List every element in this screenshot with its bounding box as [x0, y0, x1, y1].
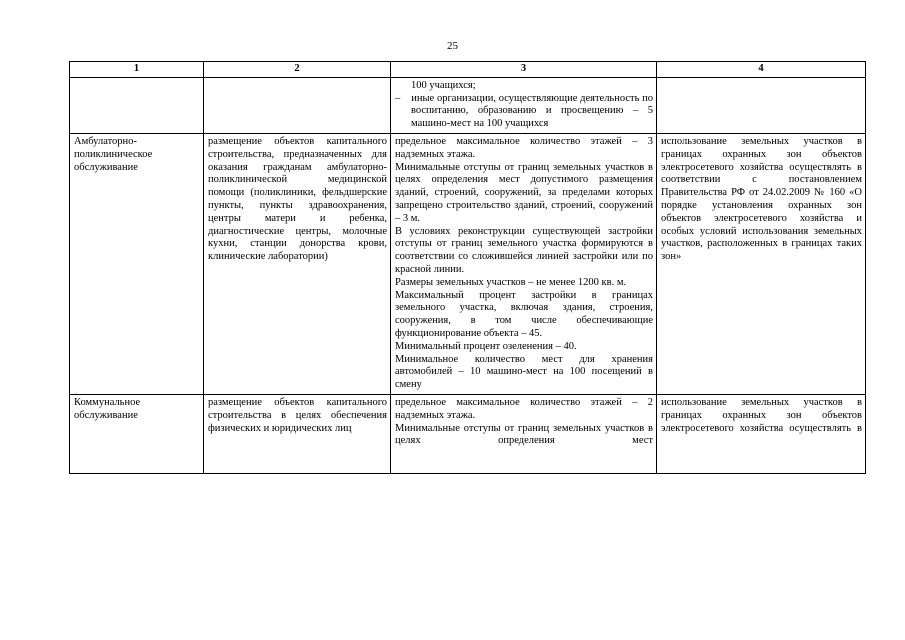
list-item	[395, 93, 653, 131]
table-cell	[657, 77, 866, 133]
use-type-description: размещение объектов капитального строительства, предназначенных для оказания гражданам амбулаторно-поликлинической медицинской помощи (поликлиники, фельдшерские пункты, пункты здравоохранения, центры матери и ребенка, диагностические центры, молочные кухни, станции донорства крови, клинические лаборатории)	[204, 133, 391, 394]
table-cell	[204, 77, 391, 133]
column-header: 2	[204, 62, 391, 78]
table-row	[70, 133, 866, 394]
use-type-parameters	[391, 133, 657, 394]
continued-text: 100 учащихся;	[411, 79, 476, 91]
parameter-paragraph: Максимальный процент застройки в границах земельного участка, включая здания, строения, сооружения, в том числе обеспечивающие функционирование объекта – 45.	[395, 289, 653, 339]
column-header: 3	[391, 62, 657, 78]
list-item-text: иные организации, осуществляющие деятельность по воспитанию, образованию и просвещению – 5 машино-мест на 100 учащихся	[411, 92, 654, 130]
parameter-paragraph: предельное максимальное количество этажей – 3 надземных этажа.	[395, 135, 653, 160]
use-type-description	[204, 394, 391, 473]
table-cell	[391, 77, 657, 133]
table-row-continuation	[70, 77, 866, 133]
table-header-row	[70, 62, 866, 78]
use-type-name	[70, 394, 204, 473]
table-cell	[70, 77, 204, 133]
parameter-paragraph: Размеры земельных участков – не менее 1200 кв. м.	[395, 276, 627, 288]
column-header: 1	[70, 62, 204, 78]
land-use-table	[69, 61, 866, 474]
parameter-paragraph: Минимальный процент озеленения – 40.	[395, 340, 577, 352]
table-row	[70, 394, 866, 473]
use-type-restrictions	[657, 394, 866, 473]
cell-content: размещение объектов капитального строительства в целях обеспечения физических и юридических лиц	[208, 396, 387, 434]
column-header: 4	[657, 62, 866, 78]
cell-content	[395, 397, 653, 453]
cell-content: использование земельных участков в границах охранных зон объектов электросетевого хозяйства осуществлять в	[661, 396, 862, 434]
parameter-paragraph: Минимальные отступы от границ земельных участков в целях определения мест допустимого размещения зданий, строений, сооружений, за пределами которых запрещено строительство зданий, строений, сооружений – 3 м.	[395, 161, 653, 224]
cell-content: Коммунальное обслуживание	[74, 396, 141, 421]
parameter-paragraph: В условиях реконструкции существующей застройки отступы от границ земельного участка формируются в соответствии со сложившейся линией застройки или по красной линии.	[395, 225, 653, 275]
parameter-paragraph: Минимальные отступы от границ земельных участков в целях определения мест	[395, 422, 653, 447]
parameter-paragraph: предельное максимальное количество этажей – 2 надземных этажа.	[395, 396, 653, 421]
use-type-name: Амбулаторно-поликлиническое обслуживание	[70, 133, 204, 394]
use-type-restrictions: использование земельных участков в границах охранных зон объектов электросетевого хозяйства осуществлять в соответствии с постановлением Правительства РФ от 24.02.2009 № 160 «О порядке установления охранных зон объектов электросетевого хозяйства и особых условий использования земельных участков, расположенных в границах таких зон»	[657, 133, 866, 394]
use-type-parameters	[391, 394, 657, 473]
page-number: 25	[447, 40, 458, 52]
dash-bullet: –	[395, 92, 401, 104]
parameter-paragraph: Минимальное количество мест для хранения автомобилей – 10 машино-мест на 100 посещений в смену	[395, 353, 653, 391]
